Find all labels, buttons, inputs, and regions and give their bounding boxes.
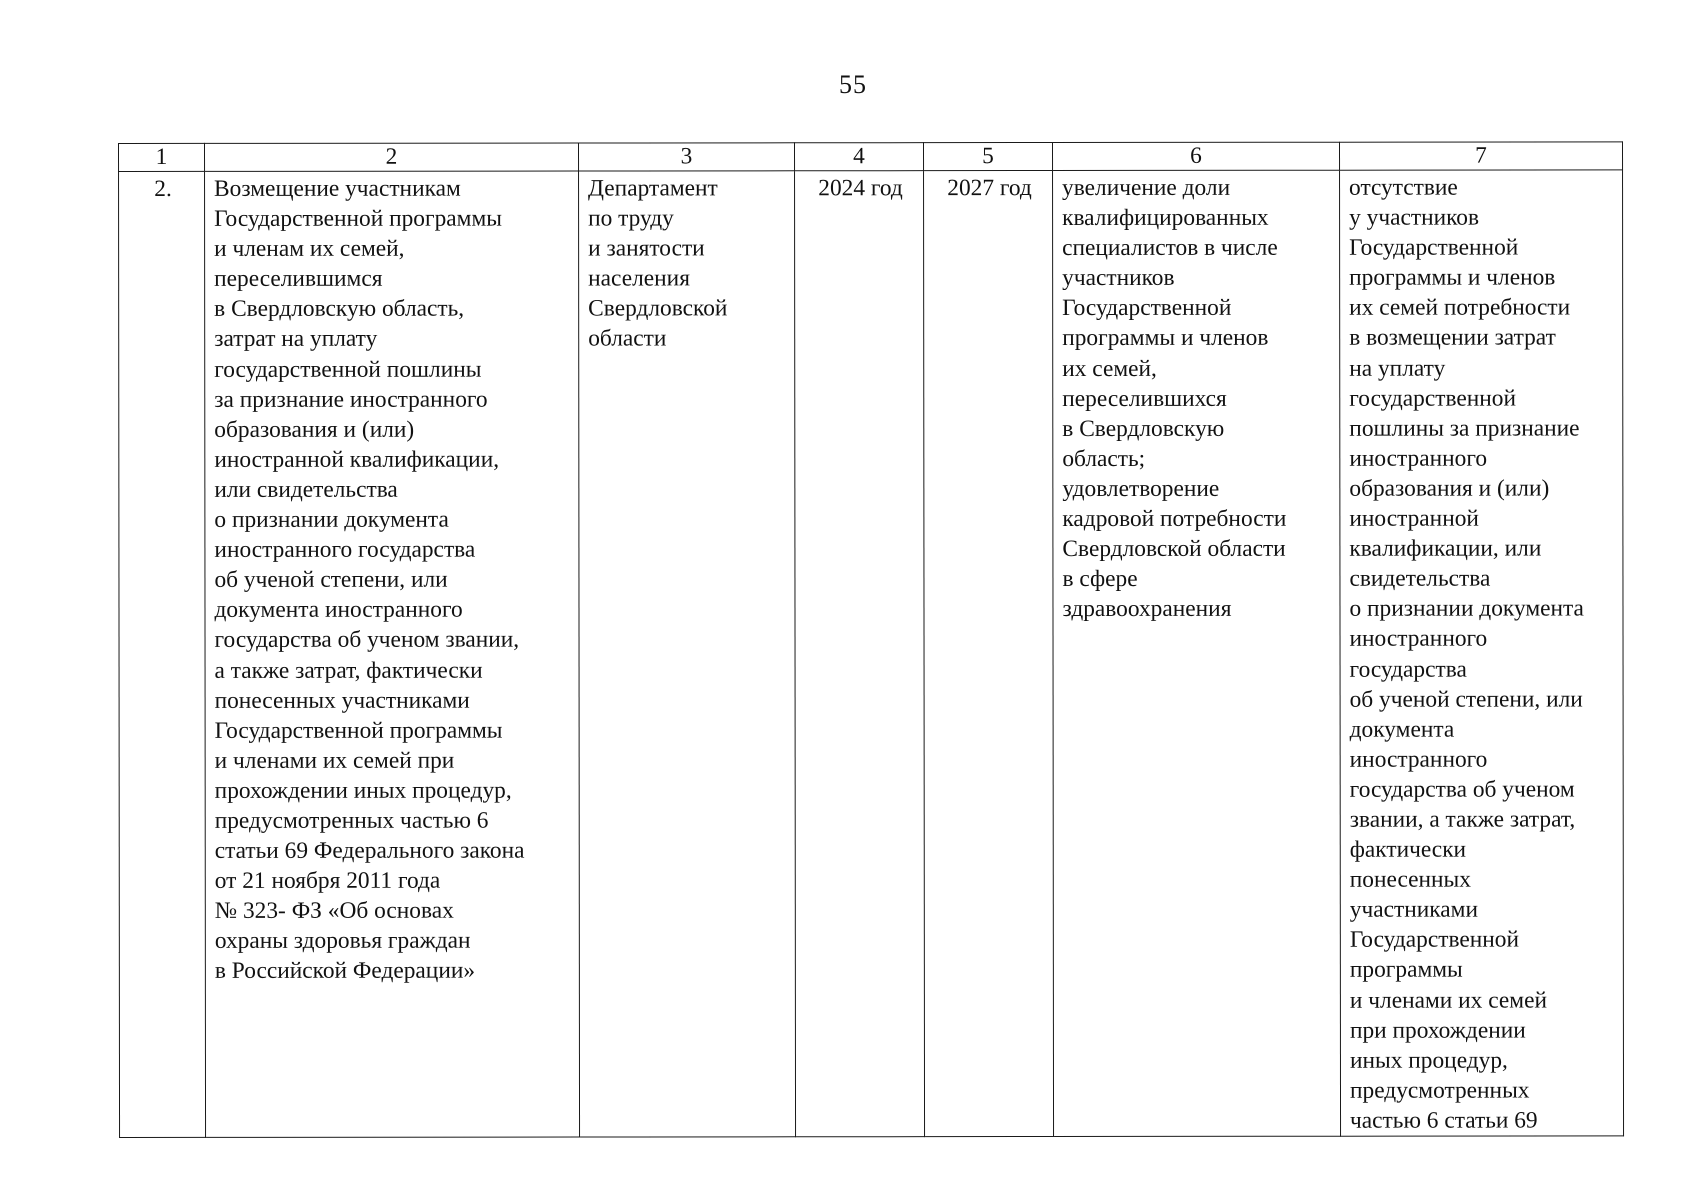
cell-text-line: Государственной программы bbox=[214, 717, 503, 744]
column-number-7: 7 bbox=[1339, 142, 1622, 170]
page-number: 55 bbox=[839, 70, 867, 99]
cell-text-line: образования и (или) bbox=[214, 416, 415, 443]
cell-text-line: населения bbox=[588, 265, 690, 292]
cell-text-line: области bbox=[588, 325, 667, 352]
cell-text-line: а также затрат, фактически bbox=[214, 657, 483, 684]
cell-text-line: документа иностранного bbox=[214, 596, 463, 624]
cell-text-line: их семей потребности bbox=[1349, 294, 1571, 322]
cell-text-line: свидетельства bbox=[1349, 565, 1491, 592]
cell-text-line: или свидетельства bbox=[214, 476, 398, 503]
cell-text-line: на уплату bbox=[1349, 355, 1446, 382]
cell-text-line: и членами их семей при bbox=[214, 747, 455, 774]
cell-text-line: в возмещении затрат bbox=[1349, 324, 1556, 352]
cell-text-line: образования и (или) bbox=[1349, 475, 1550, 502]
cell-text-line: программы и членов bbox=[1349, 264, 1556, 291]
cell-text-line: о признании документа bbox=[1349, 595, 1584, 623]
cell-text-line: за признание иностранного bbox=[214, 386, 488, 413]
cell-text-line: от 21 ноября 2011 года bbox=[214, 867, 441, 895]
cell-text-line: кадровой потребности bbox=[1062, 505, 1287, 533]
cell-text-line: об ученой степени, или bbox=[1349, 686, 1583, 713]
cell-text-line: специалистов в числе bbox=[1062, 234, 1278, 262]
column-number-4: 4 bbox=[795, 143, 924, 171]
cell-text-line: Государственной bbox=[1062, 295, 1232, 322]
cell-text-line: здравоохранения bbox=[1062, 596, 1232, 623]
cell-text-line: иностранного bbox=[1349, 625, 1488, 653]
cell-text-line: иных процедур, bbox=[1349, 1047, 1508, 1074]
cell-text-line: понесенных bbox=[1349, 866, 1471, 893]
cell-text-line: прохождении иных процедур, bbox=[214, 777, 512, 804]
cell-text-line: их семей, bbox=[1062, 355, 1157, 382]
cell-text-line: Возмещение участникам bbox=[214, 175, 461, 202]
cell-text-line: Государственной программы bbox=[214, 205, 502, 232]
column-number-2: 2 bbox=[205, 143, 579, 171]
cell-text-line: охраны здоровья граждан bbox=[214, 927, 471, 955]
cell-text-line: фактически bbox=[1349, 836, 1467, 863]
row-number: 2. bbox=[119, 171, 206, 1137]
cell-text-line: и членами их семей bbox=[1349, 987, 1547, 1014]
cell-text-line: государственной пошлины bbox=[214, 356, 482, 383]
table-row bbox=[119, 170, 1624, 1138]
cell-text-line: область; bbox=[1062, 445, 1146, 472]
cell-text-line: программы bbox=[1349, 957, 1463, 984]
cell-text-line: в сфере bbox=[1062, 566, 1138, 593]
program-measures-table bbox=[118, 141, 1624, 1138]
cell-text-line: иностранной bbox=[1349, 505, 1479, 532]
cell-text-line: статьи 69 Федерального закона bbox=[214, 837, 525, 864]
cell-text-line: Государственной bbox=[1349, 234, 1519, 261]
cell-text-line: понесенных участниками bbox=[214, 687, 470, 714]
cell-text-line: участников bbox=[1062, 265, 1175, 292]
cell-text-line: иностранного bbox=[1349, 445, 1488, 472]
column-number-1: 1 bbox=[119, 143, 205, 171]
cell-text-line: Департамент bbox=[588, 175, 718, 202]
cell-text-line: программы и членов bbox=[1062, 325, 1269, 352]
cell-text-line: в Свердловскую область, bbox=[214, 296, 465, 323]
cell-text-line: затрат на уплату bbox=[214, 326, 378, 353]
cell-text-line: иностранного bbox=[1349, 746, 1488, 773]
cell-text-line: иностранного государства bbox=[214, 536, 476, 564]
column-number-5: 5 bbox=[924, 143, 1053, 171]
cell-text-line: предусмотренных bbox=[1349, 1077, 1530, 1104]
column-number-row bbox=[119, 142, 1623, 172]
cell-text-line: увеличение доли bbox=[1062, 174, 1231, 202]
cell-text-line: документа bbox=[1349, 716, 1455, 743]
cell-text-line: удовлетворение bbox=[1062, 475, 1220, 502]
cell-text-line: предусмотренных частью 6 bbox=[214, 807, 489, 834]
cell-text-line: и занятости bbox=[588, 235, 705, 262]
cell-text-line: и членам их семей, bbox=[214, 235, 405, 263]
cell-text-line: отсутствие bbox=[1349, 174, 1458, 201]
cell-text-line: участниками bbox=[1349, 896, 1479, 923]
cell-text-line: об ученой степени, или bbox=[214, 566, 448, 594]
executor-cell bbox=[579, 171, 796, 1137]
cell-text-line: по труду bbox=[588, 205, 674, 232]
consequence-cell bbox=[1340, 170, 1624, 1136]
cell-text-line: государства об ученом bbox=[1349, 776, 1575, 803]
cell-text-line: звании, а также затрат, bbox=[1349, 806, 1576, 833]
cell-text-line: переселившимся bbox=[214, 266, 383, 293]
cell-text-line: пошлины за признание bbox=[1349, 415, 1580, 442]
cell-text-line: квалификации, или bbox=[1349, 535, 1542, 562]
cell-text-line: у участников bbox=[1349, 204, 1480, 231]
column-number-6: 6 bbox=[1053, 142, 1340, 170]
cell-text-line: при прохождении bbox=[1349, 1017, 1526, 1044]
measure-description-cell bbox=[205, 171, 580, 1137]
cell-text-line: Свердловской области bbox=[1062, 535, 1286, 563]
end-year-cell: 2027 год bbox=[924, 171, 1054, 1137]
cell-text-line: государственной bbox=[1349, 385, 1517, 412]
cell-text-line: Государственной bbox=[1349, 926, 1520, 954]
cell-text-line: о признании документа bbox=[214, 506, 449, 533]
expected-result-cell bbox=[1053, 170, 1341, 1136]
cell-text-line: № 323- ФЗ «Об основах bbox=[214, 897, 454, 925]
cell-text-line: иностранной квалификации, bbox=[214, 446, 500, 473]
cell-text-line: в Свердловскую bbox=[1062, 415, 1225, 442]
cell-text-line: квалифицированных bbox=[1062, 204, 1269, 232]
column-number-3: 3 bbox=[579, 143, 795, 171]
cell-text-line: государства bbox=[1349, 656, 1467, 683]
cell-text-line: государства об ученом звании, bbox=[214, 626, 520, 654]
cell-text-line: Свердловской bbox=[588, 295, 728, 322]
cell-text-line: в Российской Федерации» bbox=[214, 958, 476, 985]
cell-text-line: частью 6 статьи 69 bbox=[1350, 1107, 1538, 1134]
start-year-cell: 2024 год bbox=[795, 171, 925, 1137]
cell-text-line: переселившихся bbox=[1062, 385, 1227, 412]
